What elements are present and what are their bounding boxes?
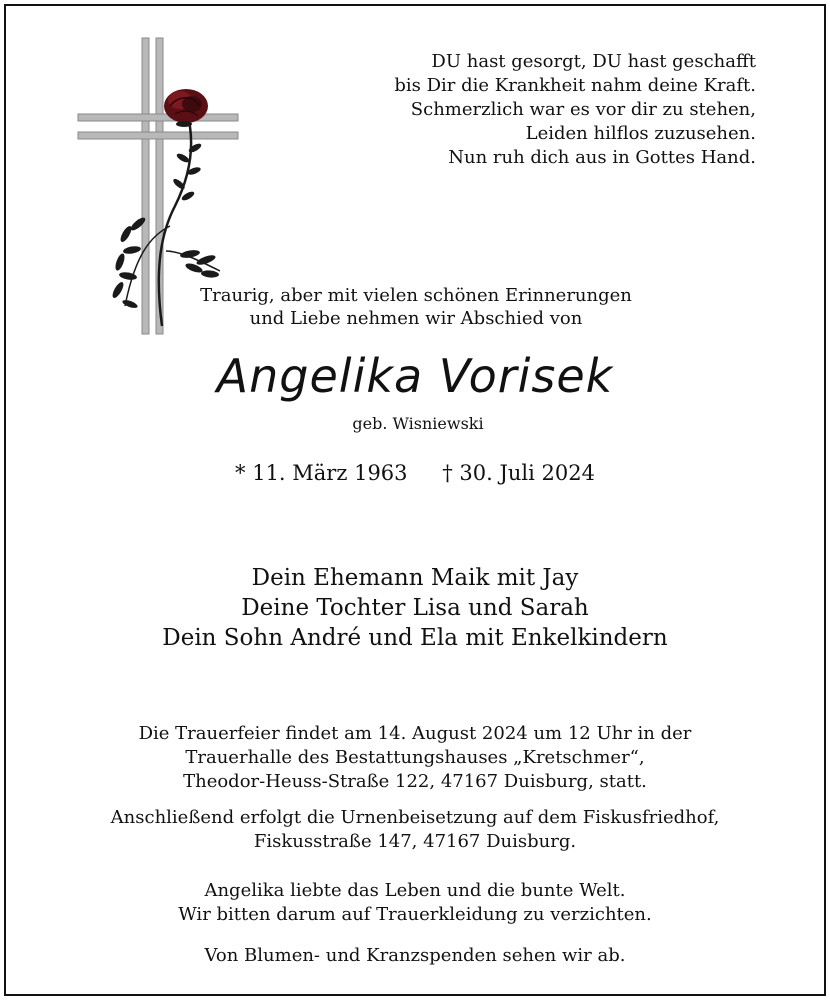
intro-line: und Liebe nehmen wir Abschied von <box>249 308 583 329</box>
deceased-name: Angelika Vorisek <box>216 349 614 403</box>
poem <box>296 50 756 170</box>
ceremony-info <box>6 722 824 794</box>
intro-text <box>156 284 676 330</box>
poem-line: DU hast gesorgt, DU hast geschafft <box>431 51 756 72</box>
dress-code-note <box>6 879 824 927</box>
death-date: † 30. Juli 2024 <box>442 461 595 485</box>
poem-line: Schmerzlich war es vor dir zu stehen, <box>410 99 756 120</box>
poem-line: bis Dir die Krankheit nahm deine Kraft. <box>394 75 756 96</box>
family-line: Dein Ehemann Maik mit Jay <box>251 565 579 591</box>
obituary-notice <box>4 4 826 996</box>
family-line: Deine Tochter Lisa und Sarah <box>241 595 589 621</box>
flowers-line: Von Blumen- und Kranzspenden sehen wir ab. <box>204 945 626 966</box>
flowers-note <box>6 944 824 968</box>
ceremony-line: Die Trauerfeier findet am 14. August 2024 um 12 Uhr in der <box>138 723 692 744</box>
family-line: Dein Sohn André und Ela mit Enkelkindern <box>162 625 668 651</box>
urn-line: Anschließend erfolgt die Urnenbeisetzung auf dem Fiskusfriedhof, <box>110 807 720 828</box>
family-members <box>6 563 824 653</box>
urn-line: Fiskusstraße 147, 47167 Duisburg. <box>253 831 577 852</box>
maiden-name: geb. Wisniewski <box>352 414 484 433</box>
wish-line: Wir bitten darum auf Trauerkleidung zu verzichten. <box>178 904 652 925</box>
poem-line: Leiden hilflos zuzusehen. <box>525 123 756 144</box>
ceremony-line: Theodor-Heuss-Straße 122, 47167 Duisburg, statt. <box>183 771 647 792</box>
birth-date: * 11. März 1963 <box>235 461 408 485</box>
urn-burial-info <box>6 806 824 854</box>
wish-line: Angelika liebte das Leben und die bunte Welt. <box>204 880 626 901</box>
poem-line: Nun ruh dich aus in Gottes Hand. <box>448 147 756 168</box>
ceremony-line: Trauerhalle des Bestattungshauses „Kretschmer“, <box>185 747 645 768</box>
intro-line: Traurig, aber mit vielen schönen Erinnerungen <box>200 285 632 306</box>
life-dates <box>6 458 824 488</box>
